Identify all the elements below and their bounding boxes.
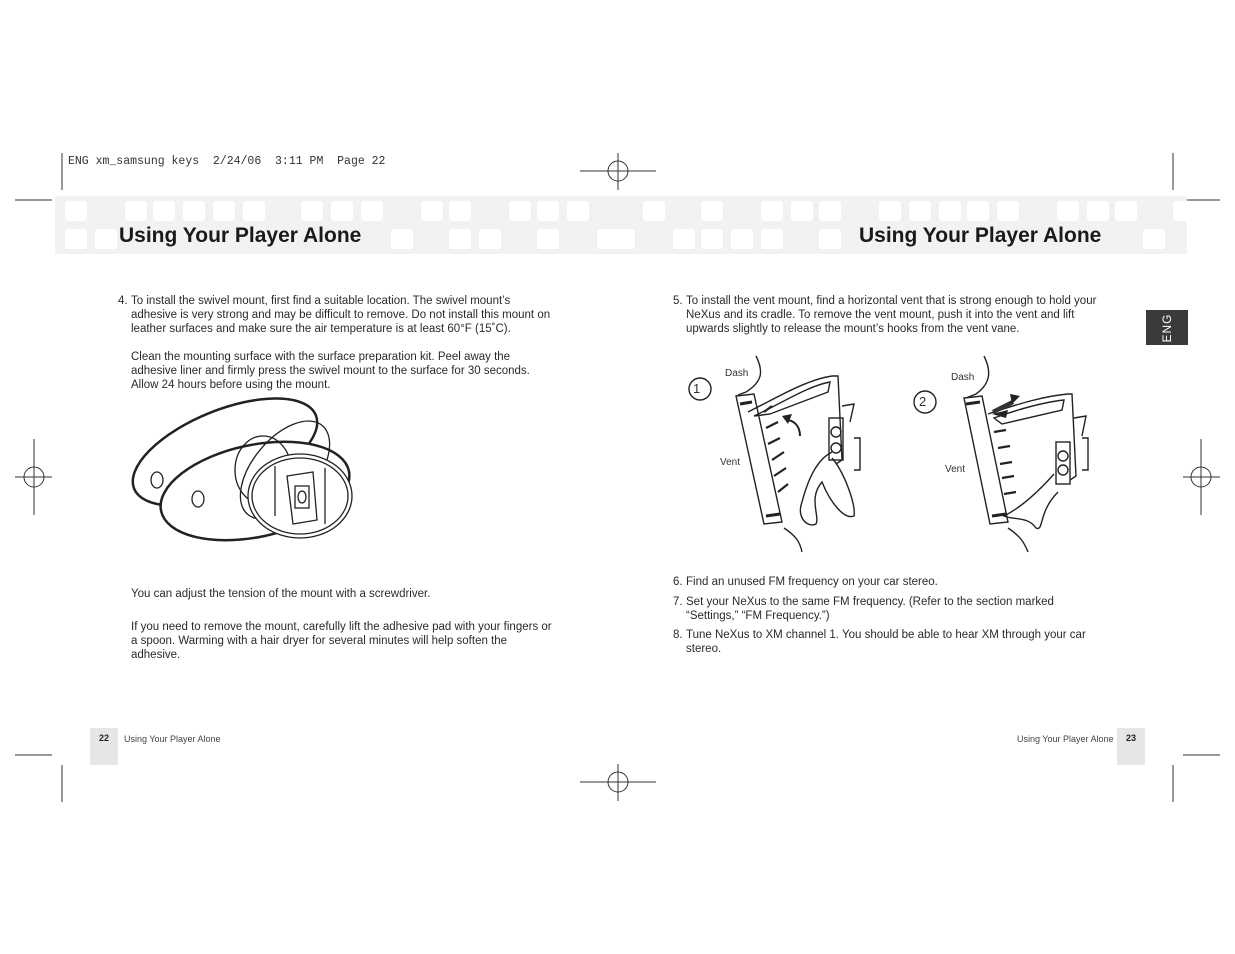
tension-note: You can adjust the tension of the mount with a screwdriver. xyxy=(131,588,431,600)
step-number: 4. xyxy=(118,295,128,307)
left-page-title: Using Your Player Alone xyxy=(119,224,362,247)
step-4-paragraph-1: To install the swivel mount, first find a suitable location. The swivel mount’s adhesive is very strong and may be difficult to remove. Do not install this mount on leather surfaces and make sure the air temperature is at least 60°F (15˚C). xyxy=(131,295,551,335)
step-number: 5. xyxy=(673,295,683,307)
print-slug: ENG xm_samsung keys 2/24/06 3:11 PM Page 22 xyxy=(68,155,386,168)
vent-mount-diagram-1 xyxy=(684,352,894,557)
right-footer-tab xyxy=(1117,728,1145,765)
swivel-mount-illustration xyxy=(125,396,365,548)
diagram-2-marker: 2 xyxy=(919,394,927,409)
left-page-number: 22 xyxy=(98,733,109,743)
diagram-1-dash-label: Dash xyxy=(725,368,749,379)
right-page-title: Using Your Player Alone xyxy=(859,224,1102,247)
step-7 xyxy=(673,595,1098,623)
step-5-text: To install the vent mount, find a horizontal vent that is strong enough to hold your NeXus and its cradle. To remove the vent mount, push it into the vent and lift upwards slightly to release the mount’s hooks from the vent vane. xyxy=(686,295,1097,335)
step-4-paragraph-2: Clean the mounting surface with the surface preparation kit. Peel away the adhesive liner and firmly press the swivel mount to the surface for 30 seconds. Allow 24 hours before using the mount. xyxy=(131,351,530,391)
language-tab xyxy=(1146,310,1188,345)
vent-mount-diagram-2 xyxy=(908,352,1118,557)
left-footer-tab xyxy=(90,728,118,765)
right-page-number: 23 xyxy=(1125,733,1136,743)
step-6-text: Find an unused FM frequency on your car stereo. xyxy=(686,576,938,588)
step-8-text: Tune NeXus to XM channel 1. You should be able to hear XM through your car stereo. xyxy=(686,629,1086,655)
step-number: 7. xyxy=(673,596,683,608)
left-footer-label: Using Your Player Alone xyxy=(124,734,221,744)
right-footer-label: Using Your Player Alone xyxy=(1017,734,1114,744)
diagram-1-vent-label: Vent xyxy=(720,457,741,468)
step-6 xyxy=(673,575,1118,589)
removal-note: If you need to remove the mount, carefully lift the adhesive pad with your fingers or a spoon. Warming with a hair dryer for several minutes will help soften the adhesive. xyxy=(131,621,552,661)
diagram-2-vent-label: Vent xyxy=(945,464,966,475)
diagram-2-dash-label: Dash xyxy=(951,372,975,383)
step-8 xyxy=(673,628,1118,656)
step-4 xyxy=(118,294,558,336)
language-tab-label: ENG xyxy=(1160,312,1174,343)
step-number: 8. xyxy=(673,629,683,641)
step-5 xyxy=(673,294,1118,336)
step-7-text: Set your NeXus to the same FM frequency. (Refer to the section marked “Settings,” “FM Frequency.”) xyxy=(686,596,1054,622)
step-number: 6. xyxy=(673,576,683,588)
diagram-1-marker: 1 xyxy=(693,381,701,396)
